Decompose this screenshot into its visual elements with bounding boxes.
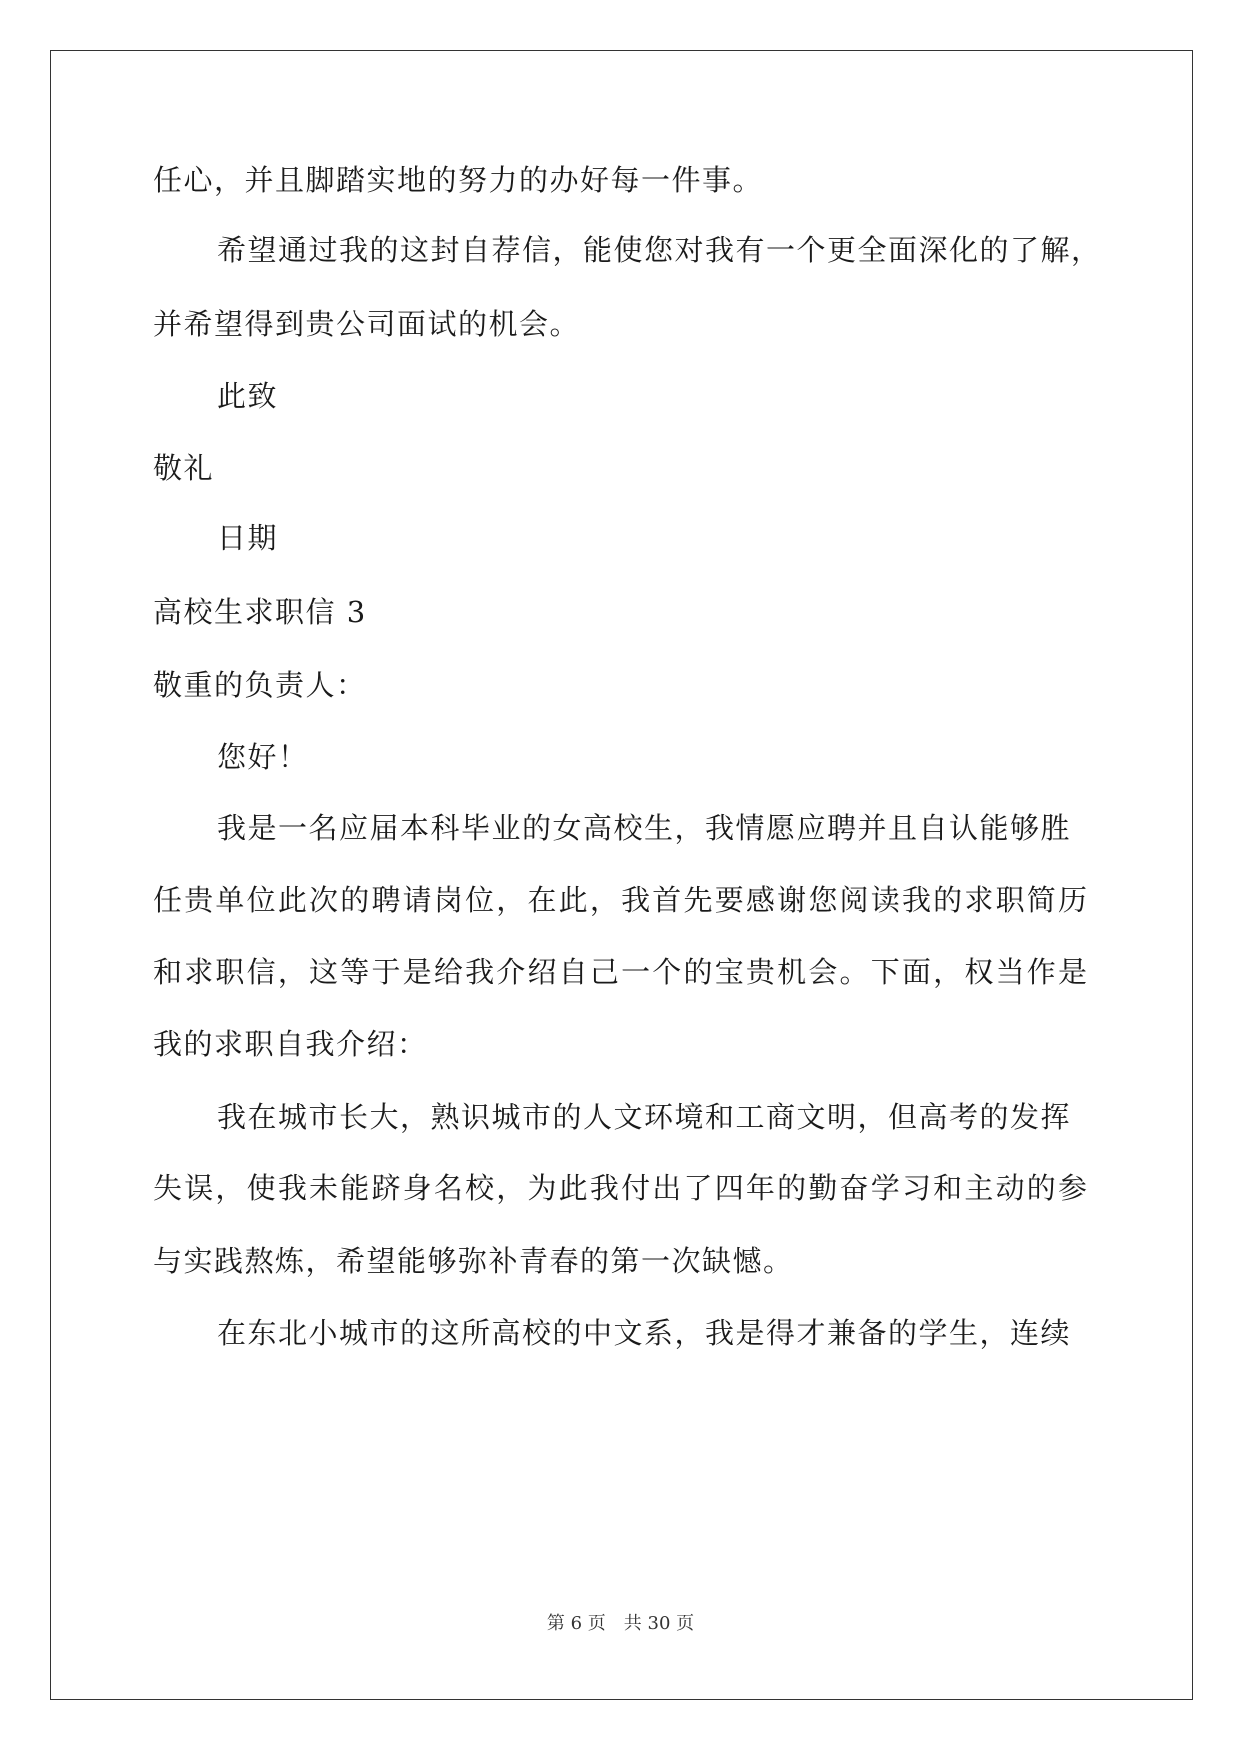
total-pages: 共 30 页 xyxy=(623,1613,695,1634)
text-line: 敬重的负责人： xyxy=(153,668,367,702)
text-line: 和求职信，这等于是给我介绍自己一个的宝贵机会。下面，权当作是 xyxy=(153,955,1087,989)
text-line: 您好！ xyxy=(217,740,309,774)
text-line: 与实践熬炼，希望能够弥补青春的第一次缺憾。 xyxy=(153,1244,794,1278)
page-border xyxy=(50,50,1193,1700)
text-line: 失误，使我未能跻身名校，为此我付出了四年的勤奋学习和主动的参 xyxy=(153,1171,1087,1205)
text-line: 任贵单位此次的聘请岗位，在此，我首先要感谢您阅读我的求职简历 xyxy=(153,883,1087,917)
text-line: 希望通过我的这封自荐信，能使您对我有一个更全面深化的了解， xyxy=(217,233,1102,267)
text-line: 我在城市长大，熟识城市的人文环境和工商文明，但高考的发挥 xyxy=(217,1100,1072,1134)
text-line: 任心，并且脚踏实地的努力的办好每一件事。 xyxy=(153,163,764,197)
text-line: 高校生求职信 3 xyxy=(153,595,367,629)
text-line: 我的求职自我介绍： xyxy=(153,1027,428,1061)
page-footer xyxy=(0,1612,1241,1636)
page-number: 第 6 页 xyxy=(546,1613,606,1634)
text-line: 敬礼 xyxy=(153,451,215,485)
text-line: 在东北小城市的这所高校的中文系，我是得才兼备的学生，连续 xyxy=(217,1316,1072,1350)
text-line: 日期 xyxy=(217,521,279,555)
text-line: 我是一名应届本科毕业的女高校生，我情愿应聘并且自认能够胜 xyxy=(217,811,1072,845)
text-line: 此致 xyxy=(217,379,279,413)
text-line: 并希望得到贵公司面试的机会。 xyxy=(153,307,581,341)
